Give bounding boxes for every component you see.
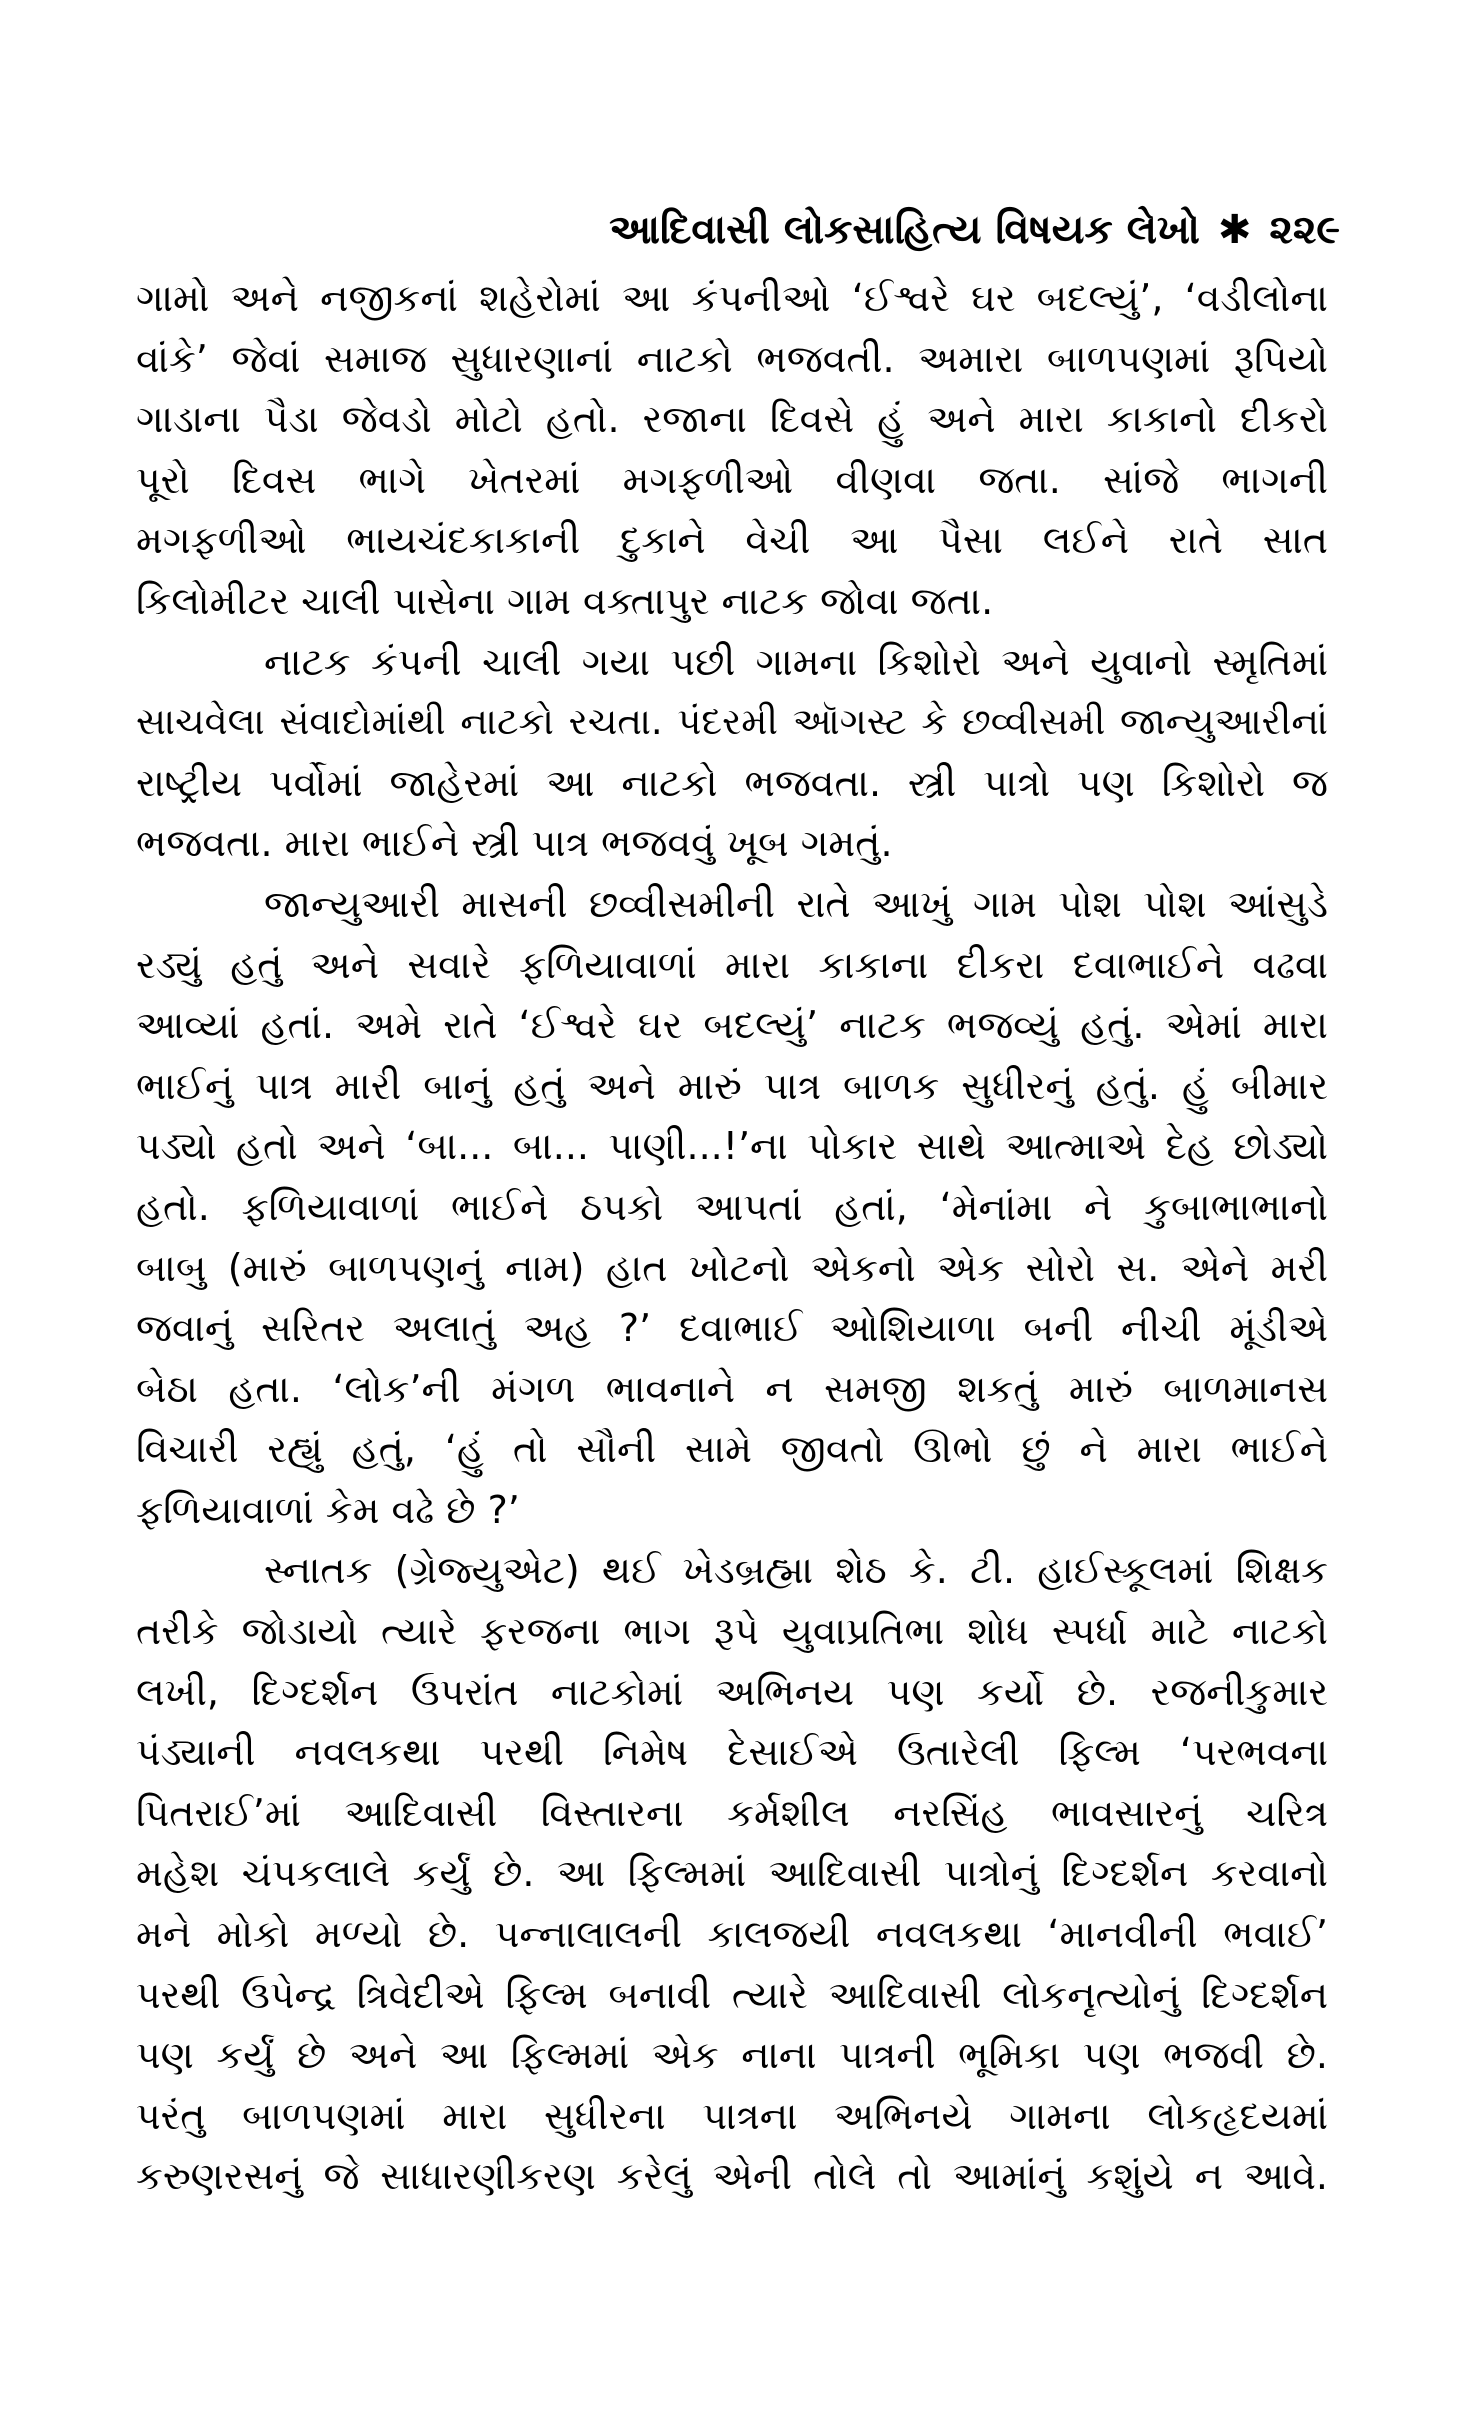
text-line: પડ્યો હતો અને ‘બા... બા... પાણી...!’ના પોકાર સાથે આત્માએ દેહ છોડ્યો: [136, 1124, 1328, 1169]
header-separator: ✱: [1217, 207, 1252, 253]
text-line: સાચવેલા સંવાદોમાંથી નાટકો રચતા. પંદરમી ઑગસ્ટ કે છવ્વીસમી જાન્યુઆરીનાં: [136, 700, 1328, 744]
text-line: હતો. ફળિયાવાળાં ભાઈને ઠપકો આપતાં હતાં, ‘મેનાંમા ને કુબાભાભાનો: [136, 1184, 1328, 1229]
text-line: લખી, દિગ્દર્શન ઉપરાંત નાટકોમાં અભિનય પણ કર્યો છે. રજનીકુમાર: [136, 1669, 1328, 1714]
text-line: સ્નાતક (ગ્રેજ્યુએટ) થઈ ખેડબ્રહ્મા શેઠ કે. ટી. હાઈસ્કૂલમાં શિક્ષક: [264, 1548, 1328, 1593]
text-line: આવ્યાં હતાં. અમે રાતે ‘ઈશ્વરે ઘર બદલ્યું’ નાટક ભજવ્યું હતું. એમાં મારા: [136, 1003, 1328, 1048]
text-line: પંડ્યાની નવલકથા પરથી નિમેષ દેસાઈએ ઉતારેલી ફિલ્મ ‘પરભવના: [136, 1730, 1328, 1775]
body-text: [136, 268, 1328, 2207]
text-line: નાટક કંપની ચાલી ગયા પછી ગામના કિશોરો અને યુવાનો સ્મૃતિમાં: [264, 639, 1328, 684]
page-number: ૨૨૯: [1269, 207, 1340, 253]
text-line: રાષ્ટ્રીય પર્વોમાં જાહેરમાં આ નાટકો ભજવતા. સ્ત્રી પાત્રો પણ કિશોરો જ: [136, 760, 1328, 805]
text-line: કરુણરસનું જે સાધારણીકરણ કરેલું એની તોલે તો આમાંનું કશુંયે ન આવે.: [136, 2154, 1328, 2199]
text-line: બેઠા હતા. ‘લોક’ની મંગળ ભાવનાને ન સમજી શકતું મારું બાળમાનસ: [136, 1366, 1328, 1411]
text-line: ગાડાના પૈડા જેવડો મોટો હતો. રજાના દિવસે હું અને મારા કાકાનો દીકરો: [136, 397, 1328, 442]
text-line: જાન્યુઆરી માસની છવ્વીસમીની રાતે આખું ગામ પોશ પોશ આંસુડે: [264, 881, 1328, 926]
text-line: ભજવતા. મારા ભાઈને સ્ત્રી પાત્ર ભજવવું ખૂબ ગમતું.: [136, 821, 893, 866]
text-line: પરથી ઉપેન્દ્ર ત્રિવેદીએ ફિલ્મ બનાવી ત્યારે આદિવાસી લોકનૃત્યોનું દિગ્દર્શન: [136, 1972, 1328, 2017]
text-line: મગફળીઓ ભાયચંદકાકાની દુકાને વેચી આ પૈસા લઈને રાતે સાત: [136, 518, 1328, 563]
text-line: કિલોમીટર ચાલી પાસેના ગામ વક્તાપુર નાટક જોવા જતા.: [136, 578, 994, 623]
text-line: ગામો અને નજીકનાં શહેરોમાં આ કંપનીઓ ‘ઈશ્વરે ઘર બદલ્યું’, ‘વડીલોના: [136, 276, 1328, 320]
text-line: જવાનું સરિતર અલાતું અહ ?’ દવાભાઈ ઓશિયાળા બની નીચી મૂંડીએ: [136, 1306, 1328, 1351]
text-line: બાબુ (મારું બાળપણનું નામ) હાત ખોટનો એકનો એક સોરો સ. એને મરી: [136, 1245, 1328, 1290]
text-line: તરીકે જોડાયો ત્યારે ફરજના ભાગ રૂપે યુવાપ્રતિભા શોધ સ્પર્ધા માટે નાટકો: [136, 1609, 1328, 1654]
text-line: પણ કર્યું છે અને આ ફિલ્મમાં એક નાના પાત્રની ભૂમિકા પણ ભજવી છે.: [136, 2033, 1328, 2078]
text-line: વિચારી રહ્યું હતું, ‘હું તો સૌની સામે જીવતો ઊભો છું ને મારા ભાઈને: [136, 1427, 1328, 1472]
header-title: આદિવાસી લોકસાહિત્ય વિષયક લેખો: [609, 207, 1200, 253]
text-line: પૂરો દિવસ ભાગે ખેતરમાં મગફળીઓ વીણવા જતા. સાંજે ભાગની: [136, 457, 1328, 502]
text-line: પરંતુ બાળપણમાં મારા સુધીરના પાત્રના અભિનયે ગામના લોકહૃદયમાં: [136, 2093, 1328, 2138]
text-line: ભાઈનું પાત્ર મારી બાનું હતું અને મારું પાત્ર બાળક સુધીરનું હતું. હું બીમાર: [136, 1063, 1328, 1108]
text-line: રડ્યું હતું અને સવારે ફળિયાવાળાં મારા કાકાના દીકરા દવાભાઈને વઢવા: [136, 942, 1328, 987]
text-line: ફળિયાવાળાં કેમ વઢે છે ?’: [136, 1487, 520, 1532]
running-header: [600, 200, 1340, 260]
text-line: મહેશ ચંપકલાલે કર્યું છે. આ ફિલ્મમાં આદિવાસી પાત્રોનું દિગ્દર્શન કરવાનો: [136, 1851, 1328, 1896]
text-line: મને મોકો મળ્યો છે. પન્નાલાલની કાલજયી નવલકથા ‘માનવીની ભવાઈ’: [136, 1912, 1328, 1957]
text-line: પિતરાઈ’માં આદિવાસી વિસ્તારના કર્મશીલ નરસિંહ ભાવસારનું ચરિત્ર: [136, 1790, 1328, 1835]
text-line: વાંકે’ જેવાં સમાજ સુધારણાનાં નાટકો ભજવતી. અમારા બાળપણમાં રૂપિયો: [136, 336, 1328, 381]
